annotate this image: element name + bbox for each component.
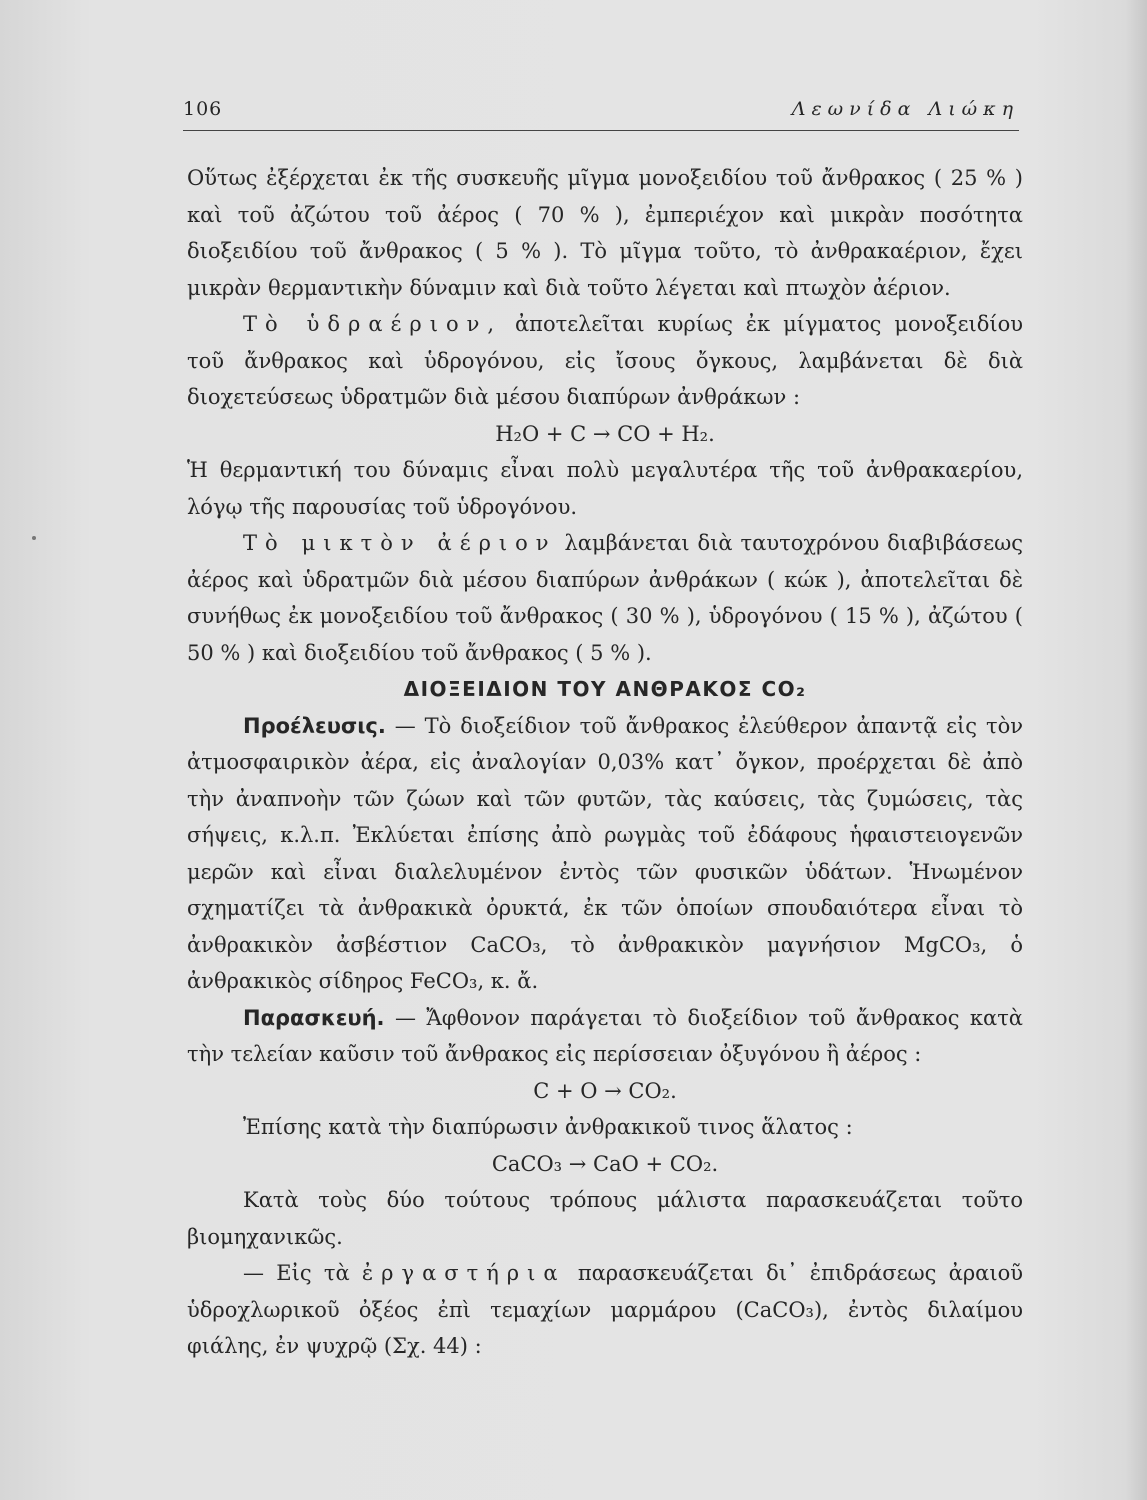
formula-calcination: CaCO₃ → CaO + CO₂. bbox=[491, 1151, 719, 1176]
page-number: 106 bbox=[183, 98, 223, 120]
running-title: Λεωνίδα Λιώκη bbox=[791, 98, 1019, 120]
paragraph-hydraerion bbox=[187, 306, 1023, 416]
page-edge-shadow bbox=[1125, 0, 1147, 1500]
formula-water-gas: H₂O + C → CO + H₂. bbox=[495, 421, 715, 446]
scan-speck bbox=[32, 536, 36, 540]
paragraph-text: παρασκευάζεται δι᾽ ἐπιδράσεως ἀραιοῦ ὑδροχλωρικοῦ ὀξέος ἐπὶ τεμαχίων μαρμάρου (CaCO₃), ἐντὸς διλαίμου φιάλης, ἐν ψυχρῷ (Σχ. 44) : bbox=[187, 1261, 1023, 1358]
section-heading: ΔΙΟΞΕΙΔΙΟΝ ΤΟΥ ΑΝΘΡΑΚΟΣ CO₂ bbox=[403, 677, 807, 701]
paragraph-mixed-gas bbox=[187, 525, 1023, 671]
paragraph-text: — Ἄφθονον παράγεται τὸ διοξείδιον τοῦ ἄνθρακος κατὰ τὴν τελείαν καῦσιν τοῦ ἄνθρακος εἰς περίσσειαν ὀξυγόνου ἢ ἀέρος : bbox=[187, 1005, 1023, 1066]
paragraph-calcination: Ἐπίσης κατὰ τὴν διαπύρωσιν ἀνθρακικοῦ τινος ἅλατος : bbox=[243, 1115, 853, 1139]
paragraph-text: λαμβάνεται διὰ ταυτοχρόνου διαβιβάσεως ἀέρος καὶ ὑδρατμῶν διὰ μέσου διαπύρων ἀνθράκων ( κώκ ), ἀποτελεῖται δὲ συνήθως ἐκ μονοξειδίου τοῦ ἄνθρακος ( 30 % ), ὑδρογόνου ( 15 % ), ἀζώτου ( 50 % ) καὶ διοξειδίου τοῦ ἄνθρακος ( 5 % ). bbox=[187, 531, 1024, 665]
paragraph-anthrakaerion: Οὕτως ἐξέρχεται ἐκ τῆς συσκευῆς μῖγμα μονοξειδίου τοῦ ἄνθρακος ( 25 % ) καὶ τοῦ ἀζώτου τοῦ ἀέρος ( 70 % ), ἐμπεριέχον καὶ μικρὰν ποσότητα διοξειδίου τοῦ ἄνθρακος ( 5 % ). Τὸ μῖγμα τοῦτο, τὸ ἀνθρακαέριον, ἔχει μικρὰν θερμαντικὴν δύναμιν καὶ διὰ τοῦτο λέγεται καὶ πτωχὸν ἀέριον. bbox=[187, 166, 1023, 300]
term-hydraerion: Τὸ ὑδραέριον, bbox=[243, 312, 503, 336]
term-preparation: Παρασκευή. bbox=[243, 1005, 385, 1030]
term-laboratory: ἐργαστήρια bbox=[361, 1261, 566, 1285]
paragraph-industrial: Κατὰ τοὺς δύο τούτους τρόπους μάλιστα παρασκευάζεται τοῦτο βιομηχανικῶς. bbox=[187, 1188, 1023, 1249]
page-header bbox=[183, 94, 1019, 131]
paragraph-origin bbox=[187, 708, 1023, 1000]
formula-combustion: C + O → CO₂. bbox=[533, 1078, 677, 1103]
page-body bbox=[187, 160, 1023, 1365]
paragraph-lead: — Εἰς τὰ bbox=[243, 1261, 362, 1285]
paragraph-laboratory bbox=[187, 1255, 1023, 1365]
term-mixed-gas: Τὸ μικτὸν ἀέριον bbox=[243, 531, 557, 555]
paragraph-text: — Τὸ διοξείδιον τοῦ ἄνθρακος ἐλεύθερον ἀπαντᾷ εἰς τὸν ἀτμοσφαιρικὸν ἀέρα, εἰς ἀναλογίαν 0,03% κατ᾽ ὄγκον, προέρχεται δὲ ἀπὸ τὴν ἀναπνοὴν τῶν ζώων καὶ τῶν φυτῶν, τὰς καύσεις, τὰς ζυμώσεις, τὰς σήψεις, κ.λ.π. Ἐκλύεται ἐπίσης ἀπὸ ρωγμὰς τοῦ ἐδάφους ἡφαιστειογενῶν μερῶν καὶ εἶναι διαλελυμένον ἐντὸς τῶν φυσικῶν ὑδάτων. Ἡνωμένον σχηματίζει τὰ ἀνθρακικὰ ὀρυκτά, ἐκ τῶν ὁποίων σπουδαιότερα εἶναι τὸ ἀνθρακικὸν ἀσβέστιον CaCO₃, τὸ ἀνθρακικὸν μαγνήσιον MgCO₃, ὁ ἀνθρακικὸς σίδηρος FeCO₃, κ. ἄ. bbox=[187, 713, 1023, 993]
paragraph-heating-power: Ἡ θερμαντική του δύναμις εἶναι πολὺ μεγαλυτέρα τῆς τοῦ ἀνθρακαερίου, λόγῳ τῆς παρουσίας τοῦ ὑδρογόνου. bbox=[187, 458, 1023, 519]
paragraph-text: ἀποτελεῖται κυρίως ἐκ μίγματος μονοξειδίου τοῦ ἄνθρακος καὶ ὑδρογόνου, εἰς ἴσους ὄγκους, λαμβάνεται δὲ διὰ διοχετεύσεως ὑδρατμῶν διὰ μέσου διαπύρων ἀνθράκων : bbox=[187, 312, 1023, 409]
paragraph-preparation bbox=[187, 1000, 1023, 1073]
term-origin: Προέλευσις. bbox=[243, 713, 386, 738]
